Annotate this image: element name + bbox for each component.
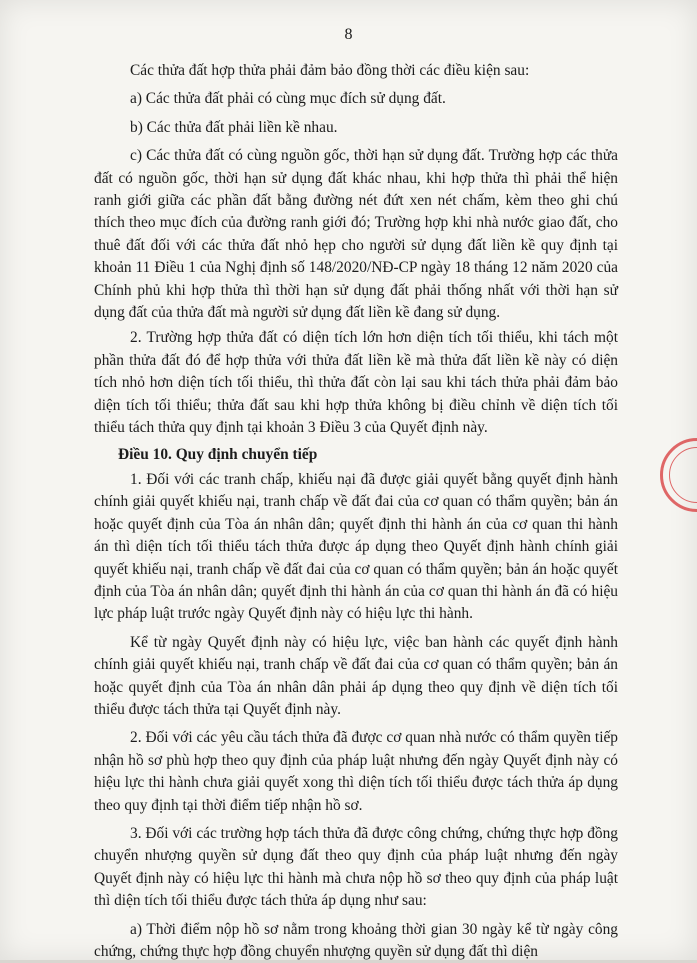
article-10-heading: Điều 10. Quy định chuyển tiếp bbox=[118, 445, 318, 463]
paragraph-article-10-clause-3a: a) Thời điểm nộp hồ sơ nằm trong khoảng thời gian 30 ngày kể từ ngày công chứng, chứng thực hợp đồng chuyển nhượng quyền sử dụng đất thì diện bbox=[94, 920, 618, 961]
page-number: 8 bbox=[344, 26, 353, 43]
red-seal-stamp bbox=[660, 438, 697, 512]
paragraph-article-10-effective: Kể từ ngày Quyết định này có hiệu lực, việc ban hành các quyết định hành chính giải quyết khiếu nại, tranh chấp về đất đai của cơ quan có thẩm quyền; bản án hoặc quyết định của Tòa án nhân dân phải áp dụng theo quy định về diện tích tối thiểu được tách thửa tại Quyết định này. bbox=[94, 633, 618, 718]
paragraph-condition-b: b) Các thửa đất phải liền kề nhau. bbox=[130, 118, 338, 136]
paragraph-condition-a: a) Các thửa đất phải có cùng mục đích sử dụng đất. bbox=[130, 90, 446, 108]
paragraph-article-10-clause-2: 2. Đối với các yêu cầu tách thửa đã được cơ quan nhà nước có thẩm quyền tiếp nhận hồ sơ phù hợp theo quy định của pháp luật nhưng đến ngày Quyết định này có hiệu lực thi hành chưa giải quyết xong thì diện tích tối thiểu được tách thửa áp dụng theo quy định tại thời điểm tiếp nhận hồ sơ. bbox=[94, 729, 618, 814]
paragraph-article-10-clause-1: 1. Đối với các tranh chấp, khiếu nại đã được giải quyết bằng quyết định hành chính giải quyết khiếu nại, tranh chấp về đất đai của cơ quan có thẩm quyền; bản án hoặc quyết định của Tòa án nhân dân; quyết định thi hành án của cơ quan thi hành án thì diện tích tối thiểu tách thửa được áp dụng theo Quyết định hành chính giải quyết khiếu nại, tranh chấp về đất đai của cơ quan có thẩm quyền; bản án hoặc quyết định của Tòa án nhân dân; quyết định thi hành án của cơ quan thi hành án đã có hiệu lực pháp luật trước ngày Quyết định này có hiệu lực thi hành. bbox=[94, 470, 618, 623]
document-body bbox=[94, 60, 618, 963]
paragraph-condition-c: c) Các thửa đất có cùng nguồn gốc, thời hạn sử dụng đất. Trường hợp các thửa đất có nguồn gốc, thời hạn sử dụng đất khác nhau, khi hợp thửa thì phải thể hiện ranh giới giữa các phần đất bằng đường nét đứt xen nét chấm, kèm theo ghi chú thích theo mục đích của đường ranh giới đó; Trường hợp khi nhà nước giao đất, cho thuê đất đối với các thửa đất nhỏ hẹp cho người sử dụng đất liền kề quy định tại khoản 11 Điều 1 của Nghị định số 148/2020/NĐ-CP ngày 18 tháng 12 năm 2020 của Chính phủ khi hợp thửa thì thời hạn sử dụng đất phải thống nhất với thời hạn sử dụng đất của thửa đất mà người sử dụng đất liền kề đang sử dụng. bbox=[94, 147, 618, 322]
paragraph-clause-2: 2. Trường hợp thửa đất có diện tích lớn hơn diện tích tối thiểu, khi tách một phần thửa đất đó để hợp thửa với thửa đất liền kề mà thửa đất liền kề này có diện tích nhỏ hơn diện tích tối thiểu, thì thửa đất còn lại sau khi tách thửa phải đảm bảo diện tích tối thiểu; thửa đất sau khi hợp thửa không bị điều chỉnh về diện tích tối thiểu tách thửa quy định tại khoản 3 Điều 3 của Quyết định này. bbox=[94, 329, 618, 437]
paragraph-conditions-intro: Các thửa đất hợp thửa phải đảm bảo đồng thời các điều kiện sau: bbox=[130, 62, 530, 79]
paragraph-article-10-clause-3: 3. Đối với các trường hợp tách thửa đã được công chứng, chứng thực hợp đồng chuyển nhượng quyền sử dụng đất theo quy định của pháp luật nhưng đến ngày Quyết định này có hiệu lực thi hành mà chưa nộp hồ sơ theo quy định của pháp luật thì diện tích tối thiểu được tách thửa áp dụng như sau: bbox=[94, 825, 618, 910]
